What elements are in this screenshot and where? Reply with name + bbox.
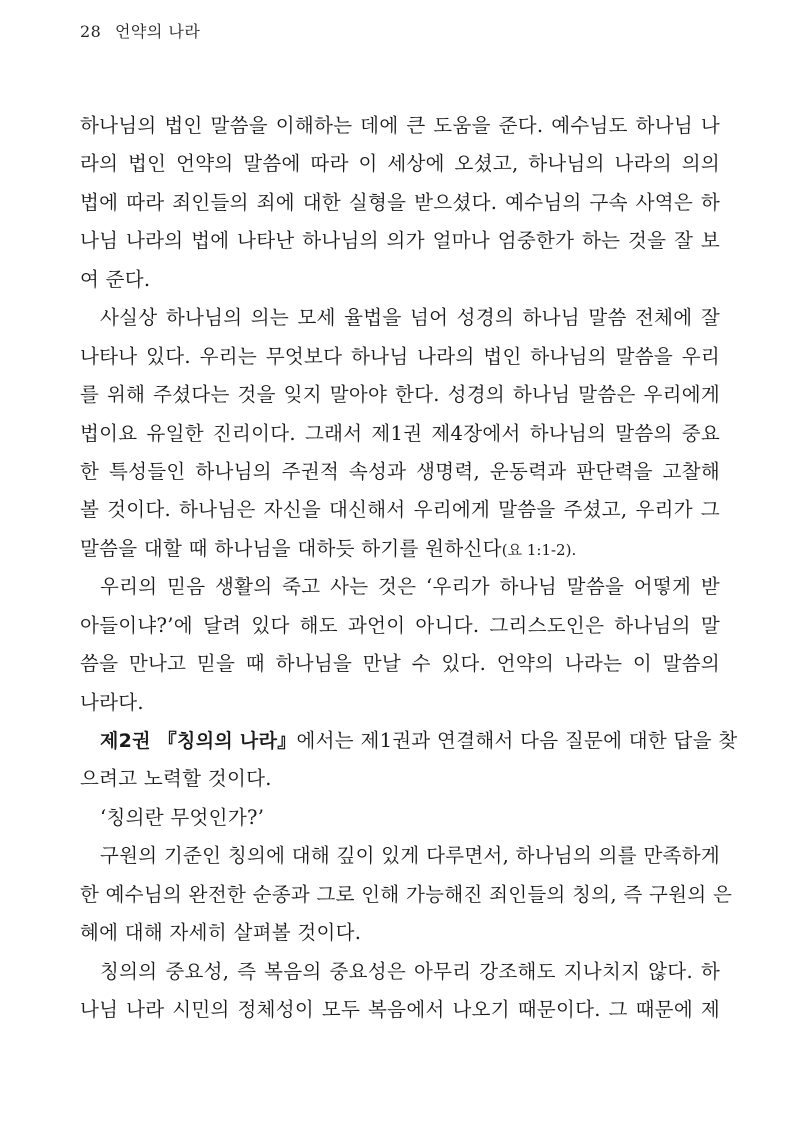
text-line: 볼 것이다. 하나님은 자신을 대신해서 우리에게 말씀을 주셨고, 우리가 그 xyxy=(80,498,720,522)
body-text xyxy=(80,107,738,1030)
text-line: 나타나 있다. 우리는 무엇보다 하나님 나라의 법인 하나님의 말씀을 우리 xyxy=(80,344,720,368)
text-segment: 에서는 제1권과 연결해서 다음 질문에 대한 답을 찾 xyxy=(296,729,738,752)
scripture-reference: (요 1:1-2). xyxy=(501,540,577,559)
text-line: 한 예수님의 완전한 순종과 그로 인해 가능해진 죄인들의 칭의, 즉 구원의 은 xyxy=(80,882,733,906)
text-line: 씀을 만나고 믿을 때 하나님을 만날 수 있다. 언약의 나라는 이 말씀의 xyxy=(80,652,720,676)
question-line: ‘칭의란 무엇인가?’ xyxy=(100,805,265,829)
paragraph-start-line xyxy=(80,722,738,760)
text-line: 혜에 대해 자세히 살펴볼 것이다. xyxy=(80,921,362,945)
paragraph-start-line: 칭의의 중요성, 즉 복음의 중요성은 아무리 강조해도 지나치지 않다. 하 xyxy=(100,959,720,983)
text-line: 하나님의 법인 말씀을 이해하는 데에 큰 도움을 준다. 예수님도 하나님 나 xyxy=(80,114,720,137)
paragraph-start-line: 우리의 믿음 생활의 죽고 사는 것은 ‘우리가 하나님 말씀을 어떻게 받 xyxy=(100,575,720,599)
text-line: 나님 나라의 법에 나타난 하나님의 의가 얼마나 엄중한가 하는 것을 잘 보 xyxy=(80,229,720,253)
page-number: 28 xyxy=(80,22,102,41)
running-header xyxy=(80,19,200,42)
text-line: 법에 따라 죄인들의 죄에 대한 실형을 받으셨다. 예수님의 구속 사역은 하 xyxy=(80,190,720,214)
text-line: 나님 나라 시민의 정체성이 모두 복음에서 나오기 때문이다. 그 때문에 제 xyxy=(80,998,720,1022)
text-line: 으려고 노력할 것이다. xyxy=(80,767,272,791)
text-line: 라의 법인 언약의 말씀에 따라 이 세상에 오셨고, 하나님의 나라의 의의 xyxy=(80,152,720,176)
text-line: 나라다. xyxy=(80,690,144,714)
paragraph-start-line: 사실상 하나님의 의는 모세 율법을 넘어 성경의 하나님 말씀 전체에 잘 xyxy=(100,306,720,330)
text-line: 한 특성들인 하나님의 주권적 속성과 생명력, 운동력과 판단력을 고찰해 xyxy=(80,459,720,483)
text-line: 여 준다. xyxy=(80,267,151,291)
text-line: 를 위해 주셨다는 것을 잊지 말아야 한다. 성경의 하나님 말씀은 우리에게 xyxy=(80,383,720,407)
book-title-bold: 제2권 『칭의의 나라』 xyxy=(100,730,297,752)
text-line: 아들이냐?’에 달려 있다 해도 과언이 아니다. 그리스도인은 하나님의 말 xyxy=(80,613,720,637)
text-segment: 말씀을 대할 때 하나님을 대하듯 하기를 원하신다 xyxy=(80,536,502,560)
running-title: 언약의 나라 xyxy=(114,22,201,41)
text-line: 법이요 유일한 진리이다. 그래서 제1권 제4장에서 하나님의 말씀의 중요 xyxy=(80,421,720,445)
text-line xyxy=(80,530,720,568)
paragraph-start-line: 구원의 기준인 칭의에 대해 깊이 있게 다루면서, 하나님의 의를 만족하게 xyxy=(100,844,720,868)
